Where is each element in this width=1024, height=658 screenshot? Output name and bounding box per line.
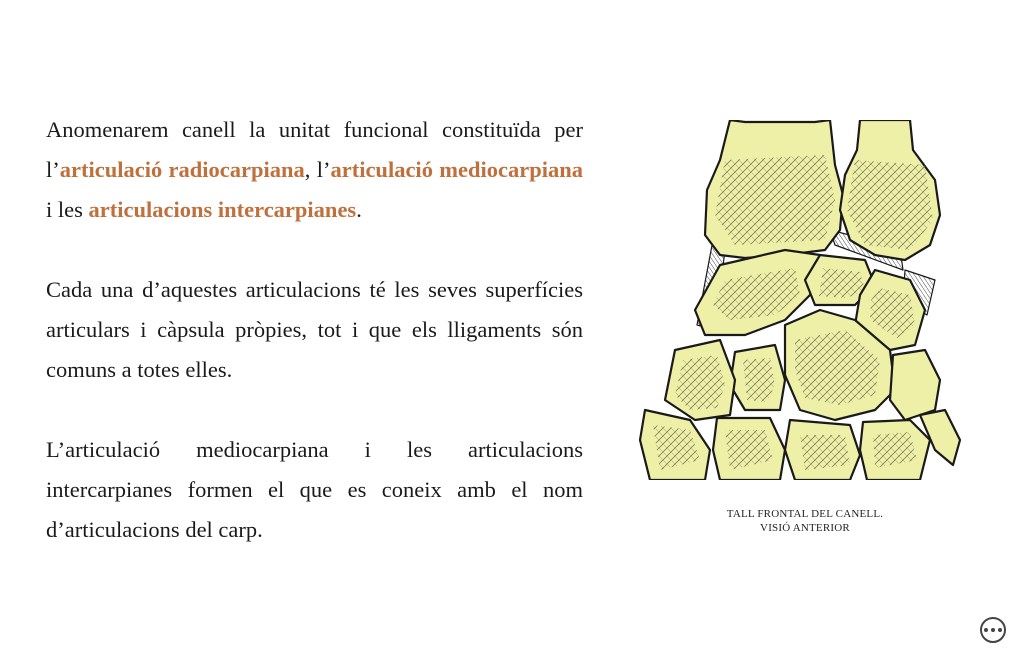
caption-line-2: VISIÓ ANTERIOR (760, 522, 850, 534)
paragraph-1-text-c: i les (46, 197, 89, 222)
paragraph-1-text-a: Anomenarem canell la unitat funcional constituïda per l’ (46, 117, 583, 182)
paragraph-2: Cada una d’aquestes articulacions té les seves superfícies articulars i càpsula pròpies, tot i que els lligaments són comuns a totes elles. (46, 277, 583, 382)
more-options-icon (984, 628, 988, 632)
hamate-bone (890, 350, 940, 420)
caption-line-1: TALL FRONTAL DEL CANELL. (726, 508, 884, 520)
text-column (46, 110, 583, 590)
wrist-section-illustration (635, 120, 965, 480)
paragraph-1-text-b: , l’ (304, 157, 331, 182)
more-options-button[interactable] (980, 617, 1006, 643)
paragraph-1-text-d: . (356, 197, 362, 222)
more-options-icon-dot-2 (991, 628, 995, 632)
figure-caption (690, 507, 920, 535)
paragraph-1 (46, 110, 583, 230)
more-options-icon-dot-3 (998, 628, 1002, 632)
term-radiocarpal-joint: articulació radiocarpiana (59, 157, 305, 182)
term-intercarpal-joints: articulacions intercarpianes (88, 197, 357, 222)
paragraph-3: L’articulació mediocarpiana i les articulacions intercarpianes formen el que es coneix amb el nom d’articulacions del carp. (46, 437, 583, 542)
term-midcarpal-joint: articulació mediocarpiana (330, 157, 583, 182)
